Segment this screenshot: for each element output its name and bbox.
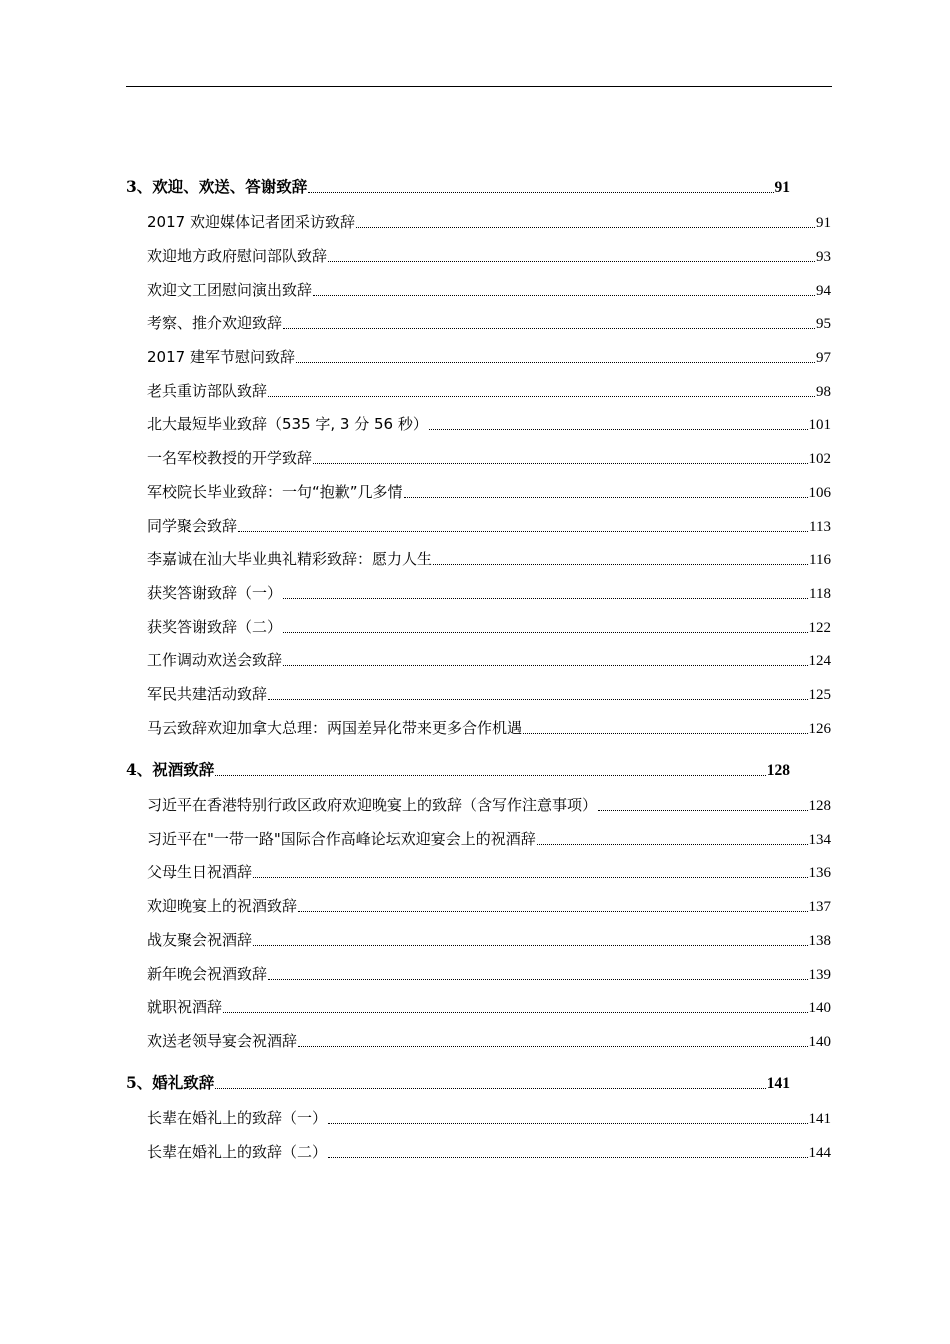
toc-leader-dots (433, 564, 808, 565)
toc-entry-title: 老兵重访部队致辞 (147, 382, 268, 400)
toc-page-number: 125 (808, 687, 831, 703)
toc-leader-dots (298, 1046, 807, 1047)
toc-entry[interactable] (147, 345, 831, 369)
toc-page-number: 98 (816, 384, 831, 400)
toc-page-number: 91 (774, 179, 790, 196)
toc-page-number: 141 (808, 1111, 831, 1127)
toc-entry-title: 长辈在婚礼上的致辞（一） (147, 1109, 328, 1127)
toc-page-number: 94 (816, 283, 831, 299)
toc-entry[interactable] (147, 210, 831, 234)
toc-leader-dots (429, 429, 808, 430)
toc-entry-title: 工作调动欢送会致辞 (147, 651, 283, 669)
toc-entry[interactable] (147, 480, 831, 504)
toc-entry[interactable] (147, 547, 831, 571)
toc-leader-dots (598, 810, 807, 811)
toc-page-number: 138 (808, 933, 831, 949)
toc-entry[interactable] (147, 278, 831, 302)
toc-leader-dots (328, 1123, 807, 1124)
toc-entry[interactable] (147, 995, 831, 1019)
toc-entry-title: 2017 欢迎媒体记者团采访致辞 (147, 213, 355, 231)
toc-section-title: 4、祝酒致辞 (126, 760, 215, 779)
toc-leader-dots (268, 396, 815, 397)
toc-page-number: 144 (808, 1145, 831, 1161)
toc-leader-dots (283, 328, 815, 329)
toc-leader-dots (215, 1088, 765, 1089)
toc-section-title: 3、欢迎、欢送、答谢致辞 (126, 177, 308, 196)
toc-entry-title: 军校院长毕业致辞：一句“抱歉”几多情 (147, 483, 403, 501)
toc-entry[interactable] (147, 379, 831, 403)
toc-entry[interactable] (147, 412, 831, 436)
toc-page-number: 122 (808, 620, 831, 636)
toc-leader-dots (283, 632, 807, 633)
toc-page-number: 128 (766, 762, 790, 779)
toc-entry[interactable] (147, 311, 831, 335)
toc-entry[interactable] (147, 860, 831, 884)
toc-page-number: 139 (808, 967, 831, 983)
toc-section-heading[interactable] (126, 758, 790, 782)
toc-entry[interactable] (147, 827, 831, 851)
toc-leader-dots (404, 497, 808, 498)
toc-entry-title: 欢迎文工团慰问演出致辞 (147, 281, 313, 299)
toc-entry[interactable] (147, 446, 831, 470)
toc-leader-dots (283, 598, 808, 599)
toc-page-number: 93 (816, 249, 831, 265)
toc-entry-title: 军民共建活动致辞 (147, 685, 268, 703)
toc-leader-dots (308, 192, 773, 193)
toc-entry-title: 考察、推介欢迎致辞 (147, 314, 283, 332)
toc-entry[interactable] (147, 514, 831, 538)
toc-entry-title: 长辈在婚礼上的致辞（二） (147, 1143, 328, 1161)
toc-page-number: 140 (808, 1000, 831, 1016)
toc-section-heading[interactable] (126, 1071, 790, 1095)
toc-entry-title: 父母生日祝酒辞 (147, 863, 253, 881)
toc-leader-dots (537, 844, 808, 845)
toc-page-number: 137 (808, 899, 831, 915)
toc-entry[interactable] (147, 648, 831, 672)
toc-leader-dots (328, 261, 815, 262)
toc-page-number: 97 (816, 350, 831, 366)
toc-leader-dots (223, 1012, 807, 1013)
toc-page-number: 118 (809, 586, 831, 602)
toc-entry-title: 2017 建军节慰问致辞 (147, 348, 295, 366)
toc-page-number: 128 (808, 798, 831, 814)
toc-leader-dots (268, 699, 807, 700)
header-rule (126, 86, 832, 87)
toc-entry-title: 战友聚会祝酒辞 (147, 931, 253, 949)
toc-page-number: 140 (808, 1034, 831, 1050)
toc-entry[interactable] (147, 716, 831, 740)
toc-entry-title: 同学聚会致辞 (147, 517, 238, 535)
toc-leader-dots (296, 362, 815, 363)
toc-page-number: 116 (809, 552, 831, 568)
toc-leader-dots (268, 979, 807, 980)
toc-page-number: 136 (808, 865, 831, 881)
toc-entry-title: 北大最短毕业致辞（535 字, 3 分 56 秒） (147, 415, 428, 433)
toc-page-number: 95 (816, 316, 831, 332)
toc-page-number: 106 (808, 485, 831, 501)
toc-leader-dots (356, 227, 815, 228)
toc-leader-dots (523, 733, 807, 734)
toc-page-number: 102 (808, 451, 831, 467)
toc-entry-title: 获奖答谢致辞（二） (147, 618, 283, 636)
toc-leader-dots (253, 945, 807, 946)
toc-entry-title: 习近平在香港特别行政区政府欢迎晚宴上的致辞（含写作注意事项） (147, 796, 598, 814)
toc-entry[interactable] (147, 793, 831, 817)
toc-entry[interactable] (147, 682, 831, 706)
toc-leader-dots (313, 295, 815, 296)
toc-entry[interactable] (147, 1029, 831, 1053)
toc-leader-dots (238, 531, 808, 532)
toc-leader-dots (253, 877, 807, 878)
toc-leader-dots (215, 775, 765, 776)
toc-entry[interactable] (147, 894, 831, 918)
toc-entry[interactable] (147, 928, 831, 952)
toc-entry-title: 马云致辞欢迎加拿大总理：两国差异化带来更多合作机遇 (147, 719, 523, 737)
toc-section-heading[interactable] (126, 175, 790, 199)
toc-page-number: 141 (766, 1075, 790, 1092)
toc-entry[interactable] (147, 244, 831, 268)
toc-entry[interactable] (147, 615, 831, 639)
toc-page-number: 134 (808, 832, 831, 848)
toc-entry-title: 习近平在"一带一路"国际合作高峰论坛欢迎宴会上的祝酒辞 (147, 830, 536, 848)
toc-entry[interactable] (147, 581, 831, 605)
toc-entry-title: 欢迎地方政府慰问部队致辞 (147, 247, 328, 265)
toc-section-title: 5、婚礼致辞 (126, 1073, 215, 1092)
toc-entry-title: 欢送老领导宴会祝酒辞 (147, 1032, 298, 1050)
toc-page-number: 101 (808, 417, 831, 433)
toc-leader-dots (283, 665, 807, 666)
toc-leader-dots (328, 1157, 807, 1158)
toc-page-number: 113 (809, 519, 831, 535)
toc-entry[interactable] (147, 1140, 831, 1164)
toc-page-number: 126 (808, 721, 831, 737)
toc-entry-title: 就职祝酒辞 (147, 998, 223, 1016)
toc-entry-title: 新年晚会祝酒致辞 (147, 965, 268, 983)
toc-leader-dots (313, 463, 807, 464)
toc-entry[interactable] (147, 1106, 831, 1130)
toc-page-number: 91 (816, 215, 831, 231)
toc-entry-title: 一名军校教授的开学致辞 (147, 449, 313, 467)
toc-page-number: 124 (808, 653, 831, 669)
toc-entry-title: 获奖答谢致辞（一） (147, 584, 283, 602)
toc-entry[interactable] (147, 962, 831, 986)
toc-entry-title: 李嘉诚在汕大毕业典礼精彩致辞：愿力人生 (147, 550, 433, 568)
toc-leader-dots (298, 911, 807, 912)
toc-entry-title: 欢迎晚宴上的祝酒致辞 (147, 897, 298, 915)
